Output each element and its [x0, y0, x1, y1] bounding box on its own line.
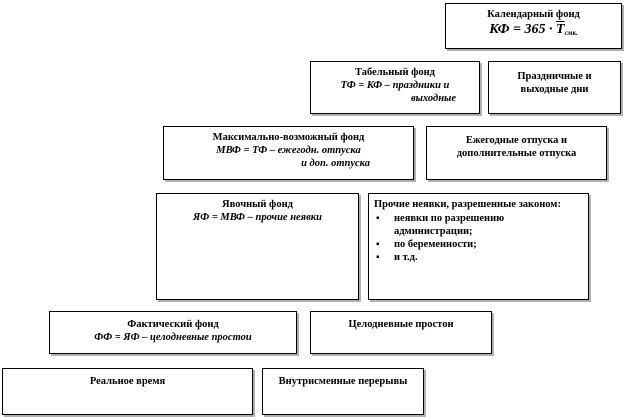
max-fund-title: Максимально-возможный фонд [212, 132, 365, 143]
calendar-fund-box [445, 3, 622, 49]
intrashift-breaks-box [262, 368, 424, 415]
tabel-fund-formula-line1: ТФ = КФ – праздники и [340, 80, 450, 91]
other-absences-item: ▪ и т.д. [374, 251, 583, 264]
calendar-fund-title: Календарный фонд [487, 9, 580, 20]
holidays-box [488, 61, 621, 114]
full-day-downtime-label: Целодневные простои [348, 319, 454, 330]
real-time-label: Реальное время [89, 376, 166, 387]
attendance-fund-box [156, 193, 359, 300]
vacations-box [426, 126, 607, 180]
max-fund-formula-line1: МВФ = ТФ – ежегодн. отпуска [216, 145, 361, 156]
full-day-downtime-box [310, 311, 492, 354]
attendance-fund-title: Явочный фонд [222, 199, 293, 210]
real-time-box [2, 368, 253, 415]
other-absences-item: ▪ по беременности; [374, 238, 583, 251]
max-fund-formula-line2: и доп. отпуска [301, 158, 370, 169]
attendance-fund-formula: ЯФ = МВФ – прочие неявки [193, 212, 322, 223]
max-fund-box [163, 126, 414, 180]
other-absences-item: ▪ неявки по разрешению администрации; [374, 212, 583, 238]
actual-fund-formula: ФФ = ЯФ – целодневные простои [94, 332, 252, 343]
actual-fund-box [49, 311, 297, 354]
other-absences-box [368, 193, 589, 300]
other-absences-title: Прочие неявки, разрешенные законом: [374, 199, 561, 210]
calendar-fund-formula: КФ = $365 \cdot \overline{T}_{смк.}$ [489, 22, 578, 37]
tabel-fund-formula-line2: выходные [410, 93, 456, 104]
actual-fund-title: Фактический фонд [127, 319, 219, 330]
holidays-label: Праздничные и выходные дни [517, 71, 592, 95]
tabel-fund-title: Табельный фонд [354, 67, 435, 78]
vacations-label: Ежегодные отпуска и дополнительные отпуска [456, 135, 577, 159]
other-absences-list [374, 212, 583, 264]
intrashift-breaks-label: Внутрисменные перерывы [278, 376, 408, 387]
tabel-fund-box [310, 61, 480, 114]
